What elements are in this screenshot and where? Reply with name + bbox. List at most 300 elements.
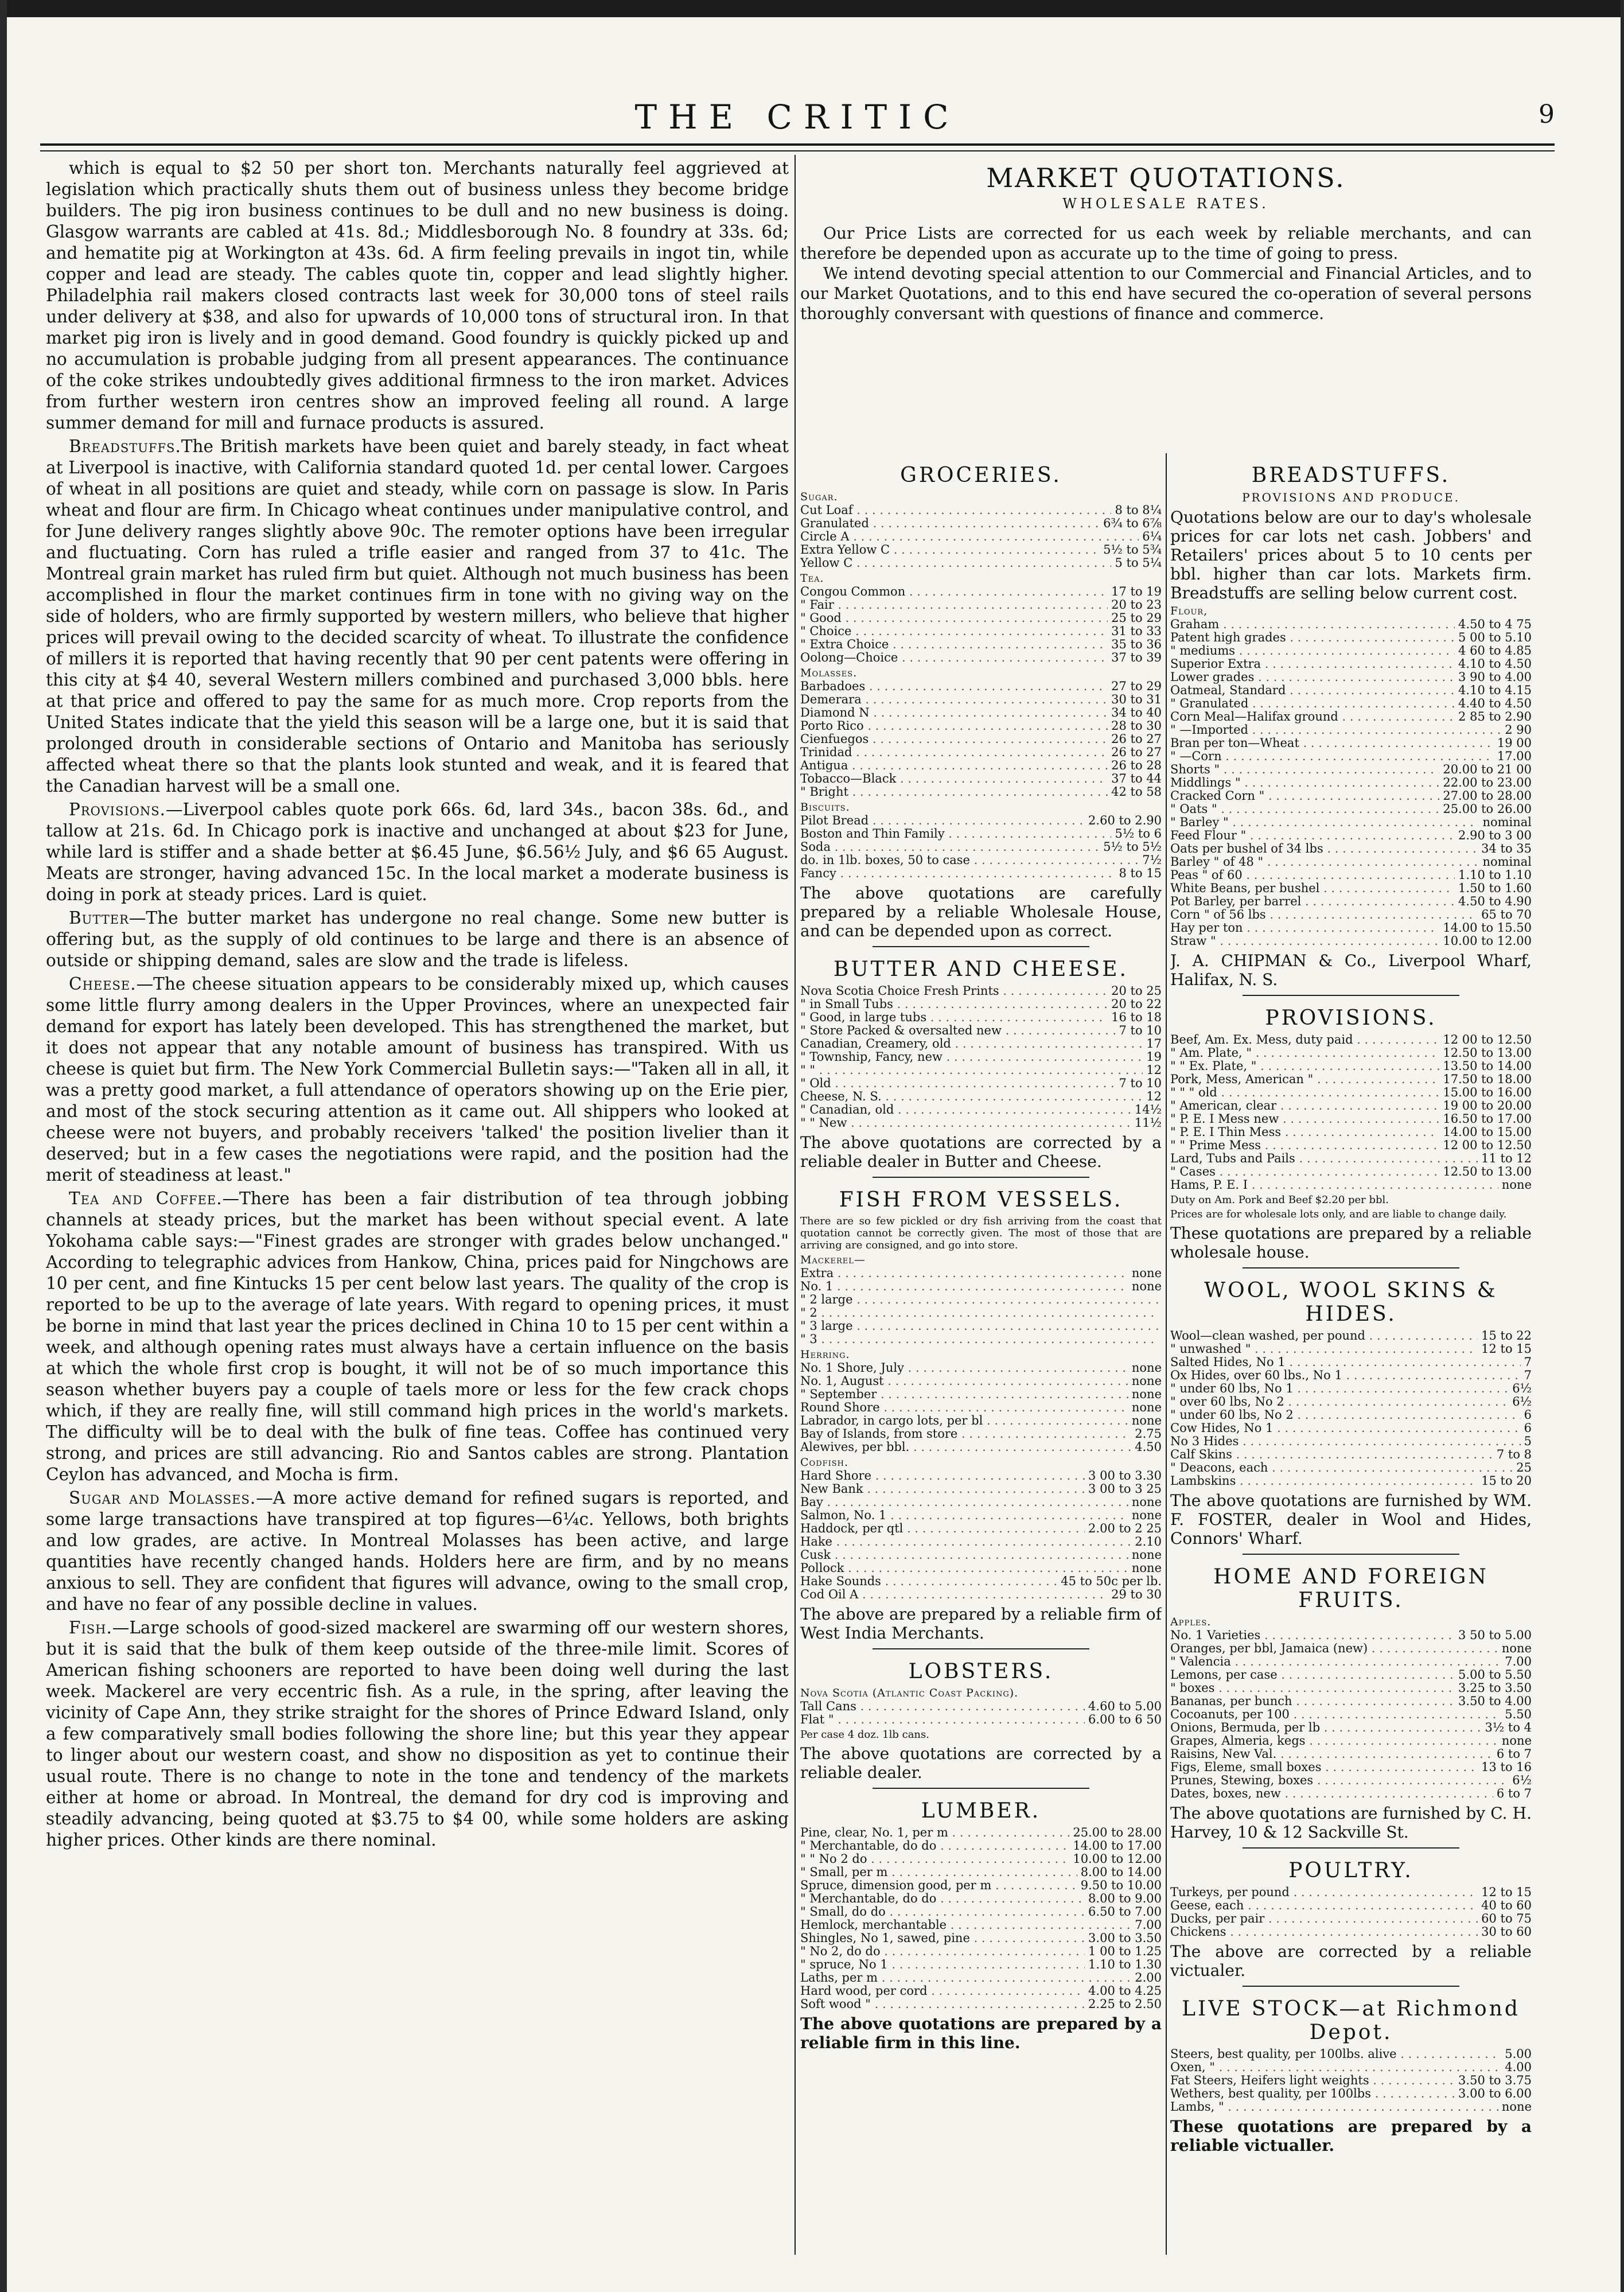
price-value: 19 00 bbox=[1494, 737, 1532, 750]
price-label: " September . . . bbox=[800, 1388, 1128, 1401]
price-value: 31 to 33 bbox=[1108, 625, 1162, 638]
price-label: Hemlock, merchantable . . . bbox=[800, 1919, 1131, 1932]
price-label: Grapes, Almeria, kegs . . . bbox=[1170, 1734, 1498, 1748]
price-value: 26 to 27 bbox=[1108, 746, 1162, 759]
price-row bbox=[1170, 869, 1532, 882]
price-value: 7 to 8 bbox=[1493, 1448, 1532, 1461]
price-value: 6.50 to 7.00 bbox=[1085, 1905, 1162, 1919]
price-value: 4.00 bbox=[1501, 2061, 1532, 2074]
column-divider bbox=[795, 155, 796, 2255]
section-title: BUTTER AND CHEESE. bbox=[833, 958, 1128, 981]
section-rule bbox=[873, 946, 1089, 947]
price-value: 15 to 22 bbox=[1478, 1329, 1532, 1342]
section-intro: Quotations below are our to day's wholesale prices for car lots net cash. Jobbers' and Retailers' prices about 5 to 10 cents per bbl. higher than car lots. Markets firm. Breadstuffs are selling below current cost. bbox=[1170, 508, 1532, 602]
price-label: Trinidad . . . bbox=[800, 746, 1108, 759]
price-value: 5 to 5¼ bbox=[1111, 557, 1162, 570]
price-label: " Bright . . . bbox=[800, 785, 1108, 799]
price-value: 5.00 to 5.50 bbox=[1455, 1668, 1532, 1682]
price-row bbox=[1170, 1461, 1532, 1474]
price-row bbox=[800, 1388, 1162, 1401]
category-label: Apples. bbox=[1170, 1616, 1212, 1628]
price-row bbox=[800, 1469, 1162, 1482]
price-row bbox=[800, 840, 1162, 854]
price-row bbox=[1170, 671, 1532, 684]
price-row bbox=[800, 1280, 1162, 1293]
price-value: 7 bbox=[1521, 1369, 1532, 1382]
price-label: Dates, boxes, new . . . bbox=[1170, 1787, 1493, 1800]
price-value: 30 to 31 bbox=[1108, 693, 1162, 706]
price-value: 12 bbox=[1143, 1090, 1162, 1103]
price-value: 7 to 10 bbox=[1115, 1077, 1162, 1090]
price-row bbox=[1170, 803, 1532, 816]
price-value: none bbox=[1128, 1375, 1162, 1388]
price-label: Pot Barley, per barrel . . . bbox=[1170, 895, 1455, 908]
market-intro: We intend devoting special attention to our Commercial and Financial Articles, and to our Market Quotations, and to this end have secured the co-operation of several persons thoroughly conversant with questions of finance and commerce. bbox=[800, 264, 1532, 323]
price-row bbox=[800, 1998, 1162, 2011]
price-value: 10.00 to 12.00 bbox=[1439, 935, 1532, 948]
section-note: The above are corrected by a reliable victualer. bbox=[1170, 1942, 1532, 1980]
price-label: Bran per ton—Wheat . . . bbox=[1170, 737, 1494, 750]
price-row bbox=[1170, 1474, 1532, 1488]
price-row bbox=[800, 504, 1162, 517]
price-column-left bbox=[800, 453, 1162, 2252]
price-row bbox=[1170, 1435, 1532, 1448]
price-label: Alewives, per bbl. . . . bbox=[800, 1441, 1131, 1454]
section-title: LOBSTERS. bbox=[908, 1660, 1054, 1683]
section-title: FISH FROM VESSELS. bbox=[839, 1188, 1123, 1212]
price-value: 6¼ bbox=[1139, 530, 1162, 543]
price-value: 7 bbox=[1521, 1356, 1532, 1369]
price-label: Soda . . . bbox=[800, 840, 1100, 854]
price-label: " Good, in large tubs . . . bbox=[800, 1011, 1108, 1024]
price-row bbox=[800, 1853, 1162, 1866]
price-value: 28 to 30 bbox=[1108, 719, 1162, 733]
price-value: 35 to 36 bbox=[1108, 638, 1162, 651]
price-label: Hake Sounds . . . bbox=[800, 1575, 1057, 1588]
price-row bbox=[800, 1522, 1162, 1535]
price-value: 13.50 to 14.00 bbox=[1439, 1060, 1532, 1073]
price-label: Nova Scotia Choice Fresh Prints . . . bbox=[800, 984, 1108, 998]
price-row bbox=[1170, 895, 1532, 908]
price-label: " Canadian, old . . . bbox=[800, 1103, 1131, 1116]
price-row bbox=[1170, 2074, 1532, 2087]
price-label: Lambs, " . . . bbox=[1170, 2100, 1498, 2114]
price-row bbox=[800, 1892, 1162, 1905]
price-row bbox=[1170, 1748, 1532, 1761]
price-label: Raisins, New Val. . . . bbox=[1170, 1748, 1493, 1761]
scan-top-edge bbox=[0, 0, 1624, 17]
price-label: " over 60 lbs, No 2 . . . bbox=[1170, 1395, 1509, 1408]
price-value: 4.10 to 4.15 bbox=[1455, 684, 1532, 697]
price-value: 11½ bbox=[1131, 1116, 1162, 1130]
price-column-right bbox=[1170, 453, 1532, 2252]
price-row bbox=[800, 1945, 1162, 1958]
category-label: Biscuits. bbox=[800, 801, 850, 814]
price-value: 29 to 30 bbox=[1108, 1588, 1162, 1601]
price-label: Oats per bushel of 34 lbs . . . bbox=[1170, 842, 1478, 855]
price-label: Geese, each . . . bbox=[1170, 1899, 1478, 1912]
price-value: 4.50 to 4 75 bbox=[1455, 618, 1532, 631]
article-paragraph bbox=[46, 974, 789, 1186]
price-row bbox=[800, 814, 1162, 827]
price-label: " Deacons, each . . . bbox=[1170, 1461, 1513, 1474]
price-row bbox=[1170, 1448, 1532, 1461]
price-value: 11 to 12 bbox=[1478, 1152, 1532, 1165]
price-row bbox=[1170, 855, 1532, 869]
price-value: 2.10 bbox=[1131, 1535, 1162, 1548]
price-label: Steers, best quality, per 100lbs. alive . . . bbox=[1170, 2048, 1501, 2061]
price-label: " spruce, No 1 . . . bbox=[800, 1958, 1085, 1971]
price-value: 3.50 to 3.75 bbox=[1455, 2074, 1532, 2087]
price-value: 3 00 to 3.30 bbox=[1085, 1469, 1162, 1482]
section-note: The above quotations are furnished by C. H. Harvey, 10 & 12 Sackville St. bbox=[1170, 1804, 1532, 1842]
price-label: " No 2, do do . . . bbox=[800, 1945, 1085, 1958]
price-value: none bbox=[1128, 1548, 1162, 1562]
price-label: No. 1, August . . . bbox=[800, 1375, 1128, 1388]
price-value: none bbox=[1128, 1361, 1162, 1375]
price-row bbox=[800, 543, 1162, 557]
price-label: " —Imported . . . bbox=[1170, 723, 1501, 737]
price-row bbox=[800, 1103, 1162, 1116]
price-value: 4 60 to 4.85 bbox=[1455, 644, 1532, 657]
price-row bbox=[800, 1064, 1162, 1077]
price-label: " Choice . . . bbox=[800, 625, 1108, 638]
section-note: The above quotations are corrected by a reliable dealer in Butter and Cheese. bbox=[800, 1133, 1162, 1171]
price-row bbox=[800, 1293, 1162, 1306]
price-value: 7½ bbox=[1139, 854, 1162, 867]
price-label: Spruce, dimension good, per m . . . bbox=[800, 1879, 1077, 1892]
price-label: Hams, P. E. I . . . bbox=[1170, 1178, 1498, 1192]
price-value: 40 to 60 bbox=[1478, 1899, 1532, 1912]
price-value: 19 bbox=[1143, 1050, 1162, 1064]
price-row bbox=[800, 1375, 1162, 1388]
article-paragraph bbox=[46, 436, 789, 797]
price-value: 5½ to 5½ bbox=[1100, 840, 1162, 854]
price-value: 3 00 to 3 25 bbox=[1085, 1482, 1162, 1496]
price-value: 15 to 20 bbox=[1478, 1474, 1532, 1488]
price-row bbox=[1170, 1112, 1532, 1126]
price-value: 2 85 to 2.90 bbox=[1455, 710, 1532, 723]
section-rule bbox=[873, 1177, 1089, 1178]
duty-note: Duty on Am. Pork and Beef $2.20 per bbl. bbox=[1170, 1194, 1389, 1206]
price-label: Middlings " . . . bbox=[1170, 776, 1439, 789]
price-label: " unwashed " . . . bbox=[1170, 1342, 1478, 1356]
article-paragraph bbox=[46, 1488, 789, 1615]
price-label: Yellow C . . . bbox=[800, 557, 1111, 570]
price-label: Bananas, per bunch . . . bbox=[1170, 1695, 1455, 1708]
section-note: The above quotations are corrected by a reliable dealer. bbox=[800, 1744, 1162, 1782]
price-label: " P. E. I Thin Mess . . . bbox=[1170, 1126, 1439, 1139]
price-row bbox=[800, 1562, 1162, 1575]
price-row bbox=[1170, 1682, 1532, 1695]
price-row bbox=[1170, 1329, 1532, 1342]
price-row bbox=[1170, 1734, 1532, 1748]
price-row bbox=[800, 557, 1162, 570]
price-value: 16 to 18 bbox=[1108, 1011, 1162, 1024]
price-label: " Oats " . . . bbox=[1170, 803, 1439, 816]
section-intro: There are so few pickled or dry fish arriving from the coast that quotation cannot be correctly given. The most of those that are arriving are consigned, and go into store. bbox=[800, 1215, 1162, 1251]
paragraph-lead: Sugar and Molasses. bbox=[69, 1488, 256, 1508]
price-value: 7 to 10 bbox=[1115, 1024, 1162, 1037]
price-value: 2.90 to 3 00 bbox=[1455, 829, 1532, 842]
price-value: 6½ bbox=[1509, 1382, 1532, 1395]
price-value: 7.00 bbox=[1501, 1655, 1532, 1668]
price-value: none bbox=[1128, 1401, 1162, 1414]
price-row bbox=[800, 651, 1162, 664]
price-row bbox=[800, 1116, 1162, 1130]
price-label: Oranges, per bbl, Jamaica (new) . . . bbox=[1170, 1642, 1498, 1655]
market-subtitle: WHOLESALE RATES. bbox=[1062, 196, 1269, 212]
price-label: Lower grades . . . bbox=[1170, 671, 1455, 684]
price-value: none bbox=[1498, 2100, 1532, 2114]
price-label: " Granulated . . . bbox=[1170, 697, 1455, 710]
price-row bbox=[800, 598, 1162, 612]
price-value: 2.25 to 2.50 bbox=[1085, 1998, 1162, 2011]
price-row bbox=[1170, 935, 1532, 948]
category-label: Herring. bbox=[800, 1348, 850, 1361]
page-header bbox=[40, 98, 1555, 143]
price-row bbox=[1170, 1073, 1532, 1086]
price-label: Wool—clean washed, per pound . . . bbox=[1170, 1329, 1478, 1342]
price-value: 19 00 to 20.00 bbox=[1439, 1099, 1532, 1112]
price-label: Straw " . . . bbox=[1170, 935, 1439, 948]
category-label: Sugar. bbox=[800, 491, 838, 503]
price-label: " 3 large . . . bbox=[800, 1320, 1158, 1333]
price-label: Cow Hides, No 1 . . . bbox=[1170, 1422, 1521, 1435]
paragraph-text: —Large schools of good-sized mackerel are swarming off our western shores, but it is said that the bulk of them keep outside of the three-mile limit. Scores of American fishing schooners are reported to have been doing well during the last week. Mackerel are very eccentric fish. As a rule, in the spring, after leaving the vicinity of Cape Ann, they strike straight for the shores of Prince Edward Island, only a few comparatively small bodies following the shore line; but this year they appear to linger about our western coast, and show no disposition as yet to continue their usual route. There is no change to note in the tone and tendency of the markets either at home or abroad. In Montreal, the demand for dry cod is improving and steadily advancing, being quoted at $3.75 to $4 00, while some holders are asking higher prices. Other kinds are there nominal. bbox=[46, 1618, 789, 1850]
price-row bbox=[800, 1050, 1162, 1064]
price-value: 13 to 16 bbox=[1478, 1761, 1532, 1774]
article-paragraph bbox=[46, 908, 789, 971]
price-label: White Beans, per bushel . . . bbox=[1170, 882, 1455, 895]
price-row bbox=[1170, 776, 1532, 789]
price-row bbox=[1170, 1152, 1532, 1165]
price-label: Hay per ton . . . bbox=[1170, 921, 1439, 935]
price-value: 16.50 to 17.00 bbox=[1439, 1112, 1532, 1126]
price-row bbox=[1170, 710, 1532, 723]
price-value: 2 90 bbox=[1501, 723, 1532, 737]
price-row bbox=[1170, 1655, 1532, 1668]
price-value: 3.25 to 3.50 bbox=[1455, 1682, 1532, 1695]
price-label: Oolong—Choice . . . bbox=[800, 651, 1108, 664]
price-label: Granulated . . . bbox=[800, 517, 1100, 530]
price-value: 3.50 to 4.00 bbox=[1455, 1695, 1532, 1708]
price-row bbox=[1170, 1761, 1532, 1774]
paragraph-lead: Butter bbox=[69, 908, 129, 928]
price-row bbox=[1170, 1642, 1532, 1655]
price-row bbox=[800, 827, 1162, 840]
price-value: 8 to 15 bbox=[1115, 867, 1162, 880]
price-value: 3.00 to 6.00 bbox=[1455, 2087, 1532, 2100]
price-value: 5.00 bbox=[1501, 2048, 1532, 2061]
price-label: Boston and Thin Family . . . bbox=[800, 827, 1111, 840]
price-label: Laths, per m . . . bbox=[800, 1971, 1131, 1984]
price-label: Fancy . . . bbox=[800, 867, 1115, 880]
price-row bbox=[800, 1024, 1162, 1037]
price-row bbox=[1170, 1422, 1532, 1435]
price-value: none bbox=[1128, 1509, 1162, 1522]
price-row bbox=[1170, 1668, 1532, 1682]
section-title: PROVISIONS. bbox=[1265, 1006, 1437, 1030]
price-label: " mediums . . . bbox=[1170, 644, 1455, 657]
section-note: The above quotations are carefully prepared by a reliable Wholesale House, and can be depended upon as correct. bbox=[800, 884, 1162, 940]
price-label: Cienfuegos . . . bbox=[800, 733, 1108, 746]
price-value: 4.50 to 4.90 bbox=[1455, 895, 1532, 908]
price-label: " —Corn . . . bbox=[1170, 750, 1494, 763]
price-row bbox=[800, 612, 1162, 625]
price-row bbox=[1170, 1099, 1532, 1112]
price-label: Prunes, Stewing, boxes . . . bbox=[1170, 1774, 1509, 1787]
price-value: none bbox=[1128, 1280, 1162, 1293]
paragraph-text: —Liverpool cables quote pork 66s. 6d, lard 34s., bacon 38s. 6d., and tallow at 21s. 6d. In Chicago pork is inactive and unchanged at about $23 for June, while lard is stiffer and a shade better at $6.45 June, $6.56½ July, and $6 65 August. Meats are stronger, having advanced 15c. In the local market a moderate business is doing in pork at steady prices. Lard is quiet. bbox=[46, 800, 789, 904]
column-divider bbox=[1166, 453, 1167, 2255]
price-row bbox=[1170, 1408, 1532, 1422]
price-label: Antigua . . . bbox=[800, 759, 1108, 772]
price-label: Shorts " . . . bbox=[1170, 763, 1439, 776]
price-value: 20.00 to 21 00 bbox=[1439, 763, 1532, 776]
price-value: 3½ to 4 bbox=[1481, 1721, 1532, 1734]
section-note: These quotations are prepared by a reliable victualler. bbox=[1170, 2117, 1532, 2155]
price-label: Round Shore . . . bbox=[800, 1401, 1128, 1414]
price-row bbox=[1170, 1395, 1532, 1408]
price-value: none bbox=[1498, 1642, 1532, 1655]
price-row bbox=[800, 1011, 1162, 1024]
price-value: 3.00 to 3.50 bbox=[1085, 1932, 1162, 1945]
price-value: none bbox=[1128, 1414, 1162, 1427]
price-label: " Cases . . . bbox=[1170, 1165, 1439, 1178]
price-value: 1.10 to 1.30 bbox=[1085, 1958, 1162, 1971]
price-value: 22.00 to 23.00 bbox=[1439, 776, 1532, 789]
price-label: Hard wood, per cord . . . bbox=[800, 1984, 1085, 1998]
price-row bbox=[800, 746, 1162, 759]
price-label: " Old . . . bbox=[800, 1077, 1115, 1090]
price-value: 7.00 bbox=[1131, 1919, 1162, 1932]
price-row bbox=[1170, 789, 1532, 803]
price-value: 34 to 35 bbox=[1478, 842, 1532, 855]
price-value: 3 50 to 5.00 bbox=[1455, 1629, 1532, 1642]
article-paragraph bbox=[46, 158, 789, 434]
section-note: The above are prepared by a reliable firm of West India Merchants. bbox=[800, 1605, 1162, 1643]
price-value: 25 bbox=[1513, 1461, 1532, 1474]
price-row bbox=[800, 1932, 1162, 1945]
price-label: Pine, clear, No. 1, per m . . . bbox=[800, 1826, 1069, 1839]
price-label: No 3 Hides . . . bbox=[1170, 1435, 1521, 1448]
price-label: " P. E. I Mess new . . . bbox=[1170, 1112, 1439, 1126]
section-rule bbox=[1243, 1986, 1459, 1987]
price-label: Salmon, No. 1 . . . bbox=[800, 1509, 1128, 1522]
price-label: Labrador, in cargo lots, per bl . . . bbox=[800, 1414, 1128, 1427]
price-row bbox=[800, 1826, 1162, 1839]
price-row bbox=[800, 1496, 1162, 1509]
paragraph-lead: Cheese. bbox=[69, 974, 137, 994]
price-value: 25.00 to 26.00 bbox=[1439, 803, 1532, 816]
price-label: Lemons, per case . . . bbox=[1170, 1668, 1455, 1682]
masthead-title: THE CRITIC bbox=[634, 98, 960, 137]
price-row bbox=[800, 1037, 1162, 1050]
section-title: POULTRY. bbox=[1288, 1859, 1413, 1882]
price-label: Ducks, per pair . . . bbox=[1170, 1912, 1478, 1925]
price-row bbox=[800, 1984, 1162, 1998]
price-label: Onions, Bermuda, per lb . . . bbox=[1170, 1721, 1481, 1734]
price-label: Pollock . . . bbox=[800, 1562, 1128, 1575]
price-label: Calf Skins . . . bbox=[1170, 1448, 1493, 1461]
price-value: 6 to 7 bbox=[1493, 1787, 1532, 1800]
price-value: 20 to 22 bbox=[1108, 998, 1162, 1011]
price-label: Hake . . . bbox=[800, 1535, 1131, 1548]
price-value: 14.00 to 15.00 bbox=[1439, 1126, 1532, 1139]
price-label: Corn " of 56 lbs . . . bbox=[1170, 908, 1478, 921]
price-value: 5 00 to 5.10 bbox=[1455, 631, 1532, 644]
price-value: 42 to 58 bbox=[1108, 785, 1162, 799]
price-label: Canadian, Creamery, old . . . bbox=[800, 1037, 1143, 1050]
section-rule bbox=[1243, 1847, 1459, 1849]
section-note: The above quotations are prepared by a reliable firm in this line. bbox=[800, 2014, 1162, 2052]
price-label: " Am. Plate, " . . . bbox=[1170, 1046, 1439, 1060]
price-row bbox=[1170, 1046, 1532, 1060]
price-row bbox=[800, 693, 1162, 706]
category-label: Flour, bbox=[1170, 605, 1208, 617]
price-label: No. 1 Varieties . . . bbox=[1170, 1629, 1455, 1642]
price-label: Chickens . . . bbox=[1170, 1925, 1478, 1939]
price-label: Peas " of 60 . . . bbox=[1170, 869, 1455, 882]
price-row bbox=[1170, 1060, 1532, 1073]
price-label: " in Small Tubs . . . bbox=[800, 998, 1108, 1011]
price-row bbox=[1170, 1787, 1532, 1800]
price-label: Shingles, No 1, sawed, pine . . . bbox=[800, 1932, 1085, 1945]
price-label: Wethers, best quality, per 100lbs . . . bbox=[1170, 2087, 1455, 2100]
price-value: 4.60 to 5.00 bbox=[1085, 1700, 1162, 1713]
price-row bbox=[800, 1320, 1162, 1333]
price-row bbox=[1170, 1629, 1532, 1642]
price-label: Graham . . . bbox=[1170, 618, 1455, 631]
price-row bbox=[800, 1905, 1162, 1919]
price-label: Barley " of 48 " . . . bbox=[1170, 855, 1479, 869]
price-label: Oatmeal, Standard . . . bbox=[1170, 684, 1455, 697]
price-label: Haddock, per qtl . . . bbox=[800, 1522, 1085, 1535]
price-label: Congou Common . . . bbox=[800, 585, 1108, 598]
price-label: Bay of Islands, from store . . . bbox=[800, 1427, 1131, 1441]
price-label: Salted Hides, No 1 . . . bbox=[1170, 1356, 1521, 1369]
price-row bbox=[1170, 1382, 1532, 1395]
price-label: " Barley " . . . bbox=[1170, 816, 1479, 829]
section-note: These quotations are prepared by a reliable wholesale house. bbox=[1170, 1224, 1532, 1262]
price-label: " Good . . . bbox=[800, 612, 1108, 625]
price-row bbox=[1170, 1695, 1532, 1708]
price-row bbox=[1170, 618, 1532, 631]
price-label: " 2 large . . . bbox=[800, 1293, 1158, 1306]
price-value: 8.00 to 9.00 bbox=[1085, 1892, 1162, 1905]
price-value: 17 to 19 bbox=[1108, 585, 1162, 598]
section-title: HOME AND FOREIGN FRUITS. bbox=[1213, 1565, 1489, 1612]
price-label: Circle A . . . bbox=[800, 530, 1139, 543]
price-row bbox=[1170, 1899, 1532, 1912]
paragraph-text: —The cheese situation appears to be considerably mixed up, which causes some little flurry among dealers in the Upper Provinces, where an unexpected fair demand for export has lately been developed. This has strengthened the market, but it does not appear that any notable amount of business has transpired. With us cheese is quiet but firm. The New York Commercial Bulletin says:—"Taken all in all, it was a pretty good market, a full attendance of operators showing up on the Erie pier, and most of the stock securing attention as it came out. All shippers who looked at cheese were not buyers, and probably receivers 'talked' the position livelier than it deserved; but in a few cases the negotiations were rapid, and the position had the merit of steadiness at least." bbox=[46, 974, 789, 1185]
paragraph-lead: Fish. bbox=[69, 1618, 112, 1637]
price-row bbox=[1170, 1178, 1532, 1192]
price-value: none bbox=[1498, 1178, 1532, 1192]
price-label: Extra . . . bbox=[800, 1267, 1128, 1280]
price-label: Oxen, " . . . bbox=[1170, 2061, 1501, 2074]
price-label: " Merchantable, do do . . . bbox=[800, 1839, 1069, 1853]
price-row bbox=[1170, 1126, 1532, 1139]
price-label: " under 60 lbs, No 1 . . . bbox=[1170, 1382, 1509, 1395]
price-value: nominal bbox=[1479, 855, 1532, 869]
article-paragraph bbox=[46, 799, 789, 905]
price-row bbox=[800, 1090, 1162, 1103]
price-value: 8 to 8¼ bbox=[1111, 504, 1162, 517]
price-value: 25 to 29 bbox=[1108, 612, 1162, 625]
price-value: 4.00 to 4.25 bbox=[1085, 1984, 1162, 1998]
